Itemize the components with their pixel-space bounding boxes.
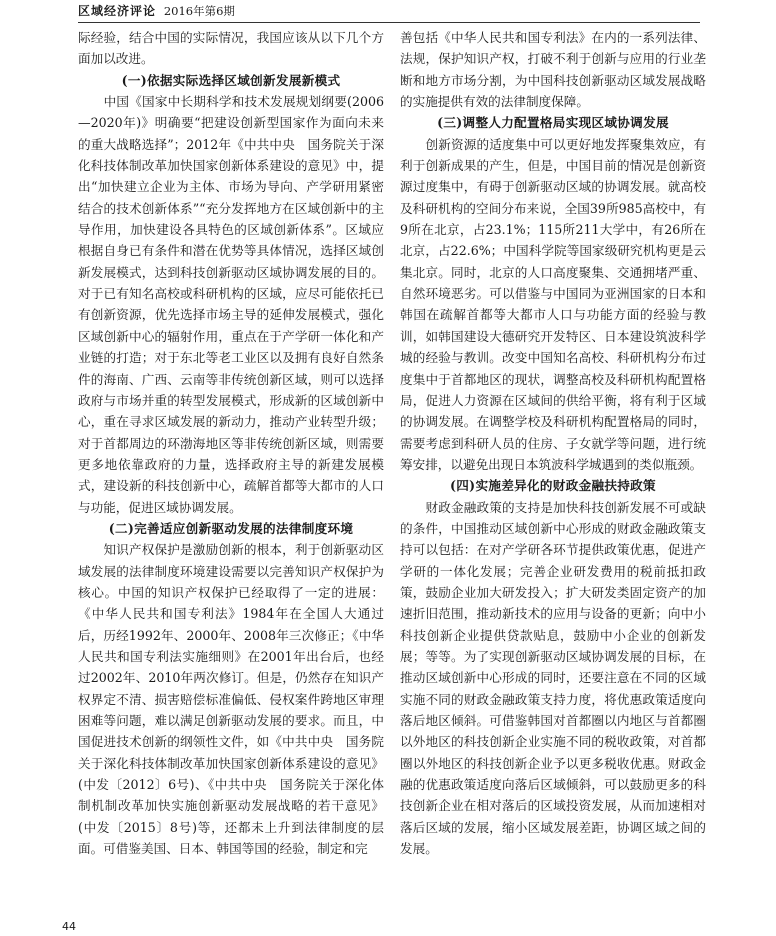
running-header [78, 2, 698, 22]
section-heading: (四)实施差异化的财政金融扶持政策 [450, 478, 656, 494]
issue-label: 2016年第6期 [163, 4, 235, 18]
body-paragraph: 财政金融政策的支持是加快科技创新发展不可或缺的条件，中国推动区域创新中心形成的财政金融政策支持可以包括：在对产学研各环节提供政策优惠，促进产学研的一体化发展；完善企业研发费用的税前抵扣政策，鼓励企业加大研发投入；扩大研发类固定资产的加速折旧范围，推动新技术的应用与设备的更新；向中小科技创新企业提供贷款贴息，鼓励中小企业的创新发展；等等。为了实现创新驱动区域协调发展的目标，在推动区域创新中心形成的同时，还要注意在不同的区域实施不同的财政金融政策支持力度，将优惠政策适度向落后地区倾斜。可借鉴韩国对首都圈以内地区与首都圈以外地区的科技创新企业实施不同的税收政策，对首都圈以外地区的科技创新企业予以更多税收优惠。财政金融的优惠政策适度向落后区域倾斜，可以鼓励更多的科技创新企业在相对落后的区域投资发展，从而加速相对落后区域的发展，缩小区域发展差距，协调区域之间的发展。 [400, 499, 706, 857]
body-paragraph: 知识产权保护是激励创新的根本，利于创新驱动区域发展的法律制度环境建设需要以完善知识产权保护为核心。中国的知识产权保护已经取得了一定的进展：《中华人民共和国专利法》1984年在全国人大通过后，历经1992年、2000年、2008年三次修正；《中华人民共和国专利法实施细则》在2001年出台后，也经过2002年、2010年两次修订。但是，仍然存在知识产权界定不清、损害赔偿标准偏低、侵权案件跨地区审理困难等问题，难以满足创新驱动发展的要求。而且，中国促进技术创新的纲领性文件，如《中共中央 国务院关于深化科技体制改革加快国家创新体系建设的意见》(中发〔2012〕6号)、《中共中央 国务院关于深化体制机制改革加快实施创新驱动发展战略的若干意见》(中发〔2015〕8号)等，还都未上升到法律制度的层面。可借鉴美国、日本、韩国等国的经验，制定和完 [78, 542, 384, 857]
section-heading: (二)完善适应创新驱动发展的法律制度环境 [108, 520, 354, 536]
left-column [78, 27, 384, 859]
body-paragraph: 创新资源的适度集中可以更好地发挥聚集效应，有利于创新成果的产生，但是，中国目前的情况是创新资源过度集中，有碍于创新驱动区域的协调发展。就高校及科研机构的空间分布来说，全国39所985高校中，有9所在北京，占23.1%；115所211大学中，有26所在北京，占22.6%；中国科学院等国家级研究机构更是云集北京。同时，北京的人口高度聚集、交通拥堵严重、自然环境恶劣。可以借鉴与中国同为亚洲国家的日本和韩国在疏解首都等大都市人口与功能方面的经验与教训，如韩国建设大德研究开发特区、日本建设筑波科学城的经验与教训。改变中国知名高校、科研机构分布过度集中于首都地区的现状，调整高校及科研机构配置格局，促进人力资源在区域间的供给平衡，将有利于区域的协调发展。在调整学校及科研机构配置格局的同时，需要考虑到科研人员的住房、子女就学等问题，进行统筹安排，以避免出现日本筑波科学城遇到的类似瓶颈。 [400, 136, 706, 472]
body-paragraph: 中国《国家中长期科学和技术发展规划纲要(2006—2020年)》明确要“把建设创新型国家作为面向未来的重大战略选择”；2012年《中共中央 国务院关于深化科技体制改革加快国家创新体系建设的意见》中，提出“加快建立企业为主体、市场为导向、产学研用紧密结合的技术创新体系”“充分发挥地方在区域创新中的主导作用，加快建设各具特色的区域创新体系”。区域应根据自身已有条件和潜在优势等具体情况，选择区域创新发展模式，达到科技创新驱动区域协调发展的目的。对于已有知名高校或科研机构的区域，应尽可能依托已有创新资源，优先选择市场主导的延伸发展模式，强化区域创新中心的辐射作用，重点在于产学研一体化和产业链的打造；对于东北等老工业区以及拥有良好自然条件的海南、广西、云南等非传统创新区域，则可以选择政府与市场并重的转型发展模式，形成新的区域创新中心，重在寻求区域发展的新动力，推动产业转型升级；对于首都周边的环渤海地区等非传统创新区域，则需要更多地依靠政府的力量，选择政府主导的新建发展模式，建设新的科技创新中心，疏解首都等大都市的人口与功能，促进区域协调发展。 [78, 94, 384, 515]
header-divider [78, 22, 700, 23]
page-number: 44 [62, 920, 76, 933]
body-paragraph: 际经验，结合中国的实际情况，我国应该从以下几个方面加以改进。 [78, 30, 384, 67]
body-paragraph: 善包括《中华人民共和国专利法》在内的一系列法律、法规，保护知识产权，打破不利于创新与应用的行业垄断和地方市场分割，为中国科技创新驱动区域发展战略的实施提供有效的法律制度保障。 [400, 30, 706, 110]
section-heading: (三)调整人力配置格局实现区域协调发展 [437, 115, 669, 131]
section-heading: (一)依据实际选择区域创新发展新模式 [121, 72, 341, 88]
right-column [400, 27, 706, 859]
journal-title: 区域经济评论 [78, 4, 157, 18]
